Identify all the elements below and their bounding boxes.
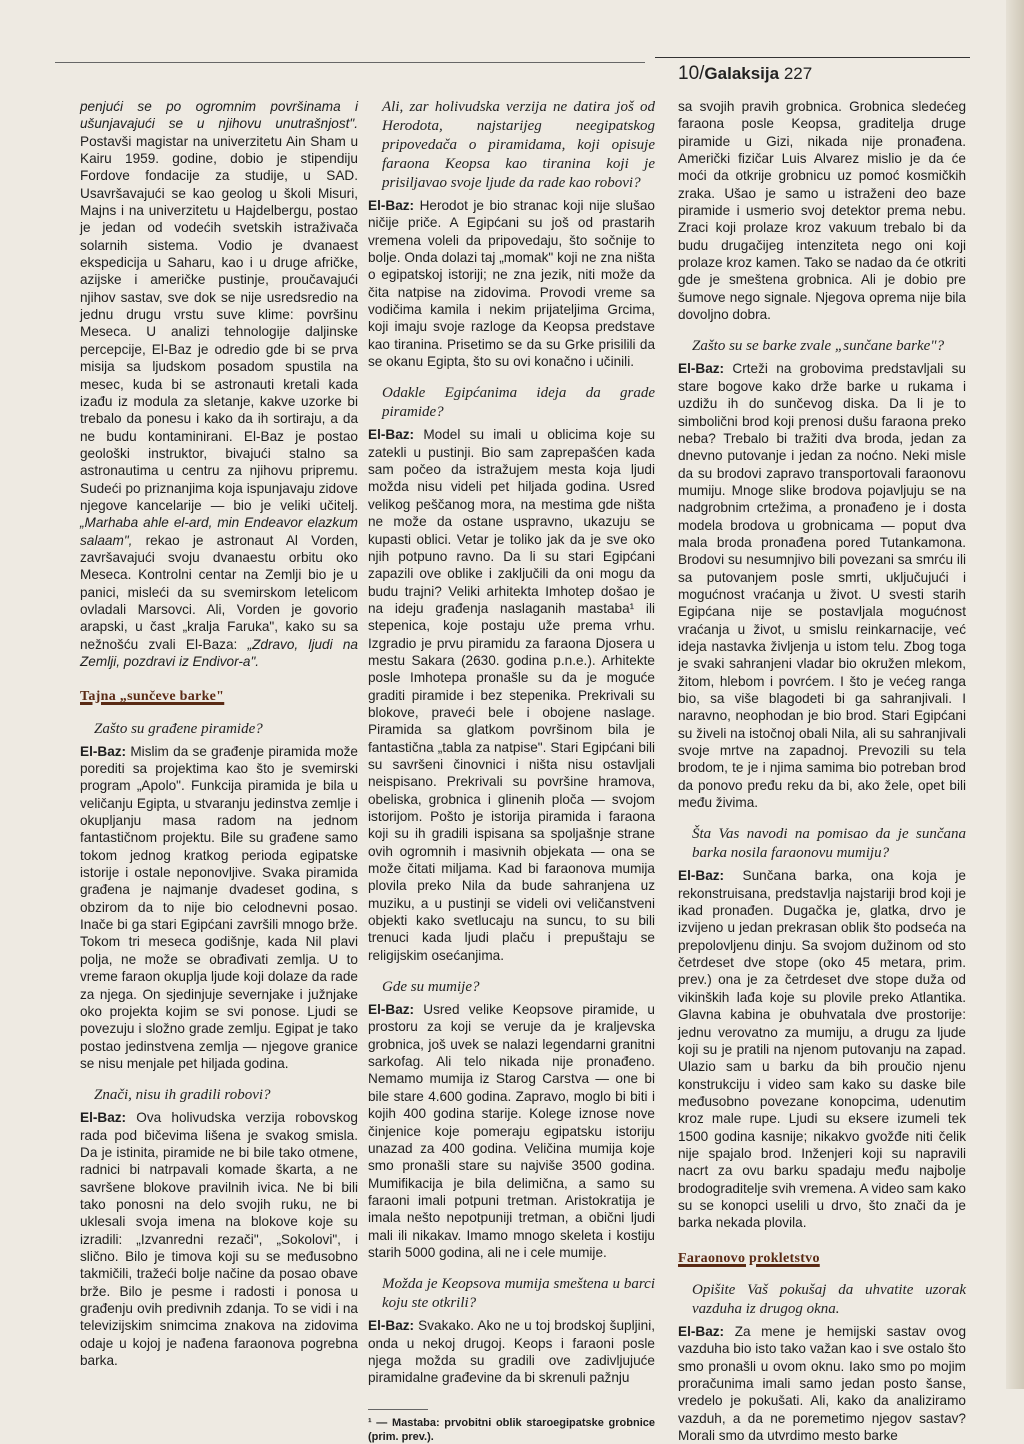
page-number: 227	[783, 64, 813, 83]
italic-quote: „Marhaba ahle el-ard, min Endeavor elazkum salaam",	[80, 515, 358, 548]
answer-text: Sunčana barka, ona koja je rekonstruisana, predstavlja najstariji brod koji je ikad pronađen. Dugačka je, glatka, drvo je izvijeno u jedan prekrasan oblik što podseća na prepolovljenu dinju. Sa svojom dužinom od sto četrdeset dve stope (oko 45 metara, prim. prev.) ona je za četrdeset dve stope duža od vikinških lađa koje su plovile preko Atlantika. Glavna kabina je obuhvatala dve prostorije: jednu verovatno za mumiju, a drugu za ljude koji su je pratili na njenom putovanju na zapad. Ulazio sam u barku da bih proučio njenu konstrukciju i video sam kako su daske bile međusobno povezane konopcima, udenutim kroz male rupe. Ljudi su eksere izumeli tek 1500 godina kasnije; nikakvo gvožđe niti čelik nije spajalo brod. Inženjeri koji su napravili nacrt za ovu barku spadaju među najbolje brodograditelje svih vremena. A video sam kako su se konopci uselili u drvo, što znači da je barka nekada plovila.	[678, 868, 966, 1231]
paragraph-text: rekao je astronaut Al Vorden, završavajući svoju dvanaestu orbitu oko Meseca. Kontrolni centar na Zemlji bio je u panici, misleći da su svemirskom letelicom ovladali Marsovci. Ali, Vorden je govorio arapski, u čast „kralja Faruka", kako su sa nežnošću zvali El-Baza:	[80, 532, 358, 652]
header-rule-left	[55, 62, 645, 63]
interview-question: Odakle Egipćanima ideja da grade piramide?	[382, 385, 655, 421]
interview-question: Znači, nisu ih gradili robovi?	[94, 1087, 271, 1104]
interview-question: Šta Vas navodi na pomisao da je sunčana barka nosila faraonovu mumiju?	[692, 826, 966, 862]
interview-answer	[368, 1317, 655, 1386]
answer-text: Model su imali u oblicima koje su zatekli u pustinji. Bio sam zaprepašćen kada sam počeo da istražujem mesta koja ljudi možda nisu videli pet hiljada godina. Usred velikog peščanog mora, na mestima gde ništa ne može da ostane uspravno, ukazuju se kupasti oblici. Vetar je toliko jak da je sve oko njih potpuno ravno. Da li su stari Egipćani zapazili ove oblike i zaključili da oni mogu da budu trajni? Veliki arhitekta Imhotep došao je na ideju građenja naslaganih mastaba¹ ili stepenica, koje postaju uže prema vrhu. Izgradio je prvu piramidu za faraona Djosera u mestu Sakara (2630. godina p.n.e.). Arhitekte posle Imhotepa pronašle su da je moguće graditi piramide i bez stepenika. Prekrivali su blokove, praveći bele i obojene naslage. Piramida sa glatkom površinom bila je fantastična „tabla za natpise". Stari Egipćani bili su savršeni činovnici i ništa nisu ostavljali neispisano. Prekrivali su površine hramova, obeliska, grobnica i glinenih ploča — svojom istorijom. Pošto je istorija piramida i faraona koji su ih gradili ispisana sa spoljašnje strane ovih ogromnih i masivnih objekata — ona se može čitati miljama. Kad bi faraonova mumija plovila preko Nila da bude sahranjena uz muziku, a u pustinji se videli ovi veličanstveni objekti kako svetlucaju na suncu, to su bili trenuci kada ljudi plaču i prepuštaju se religijskim osećanjima.	[368, 427, 656, 963]
answer-text: Crteži na grobovima predstavljali su stare bogove kako drže barke u rukama i uzdižu ih do sunčevog diska. Da li je to simbolični brod koji prenosi dušu faraona preko neba? Trebalo bi tražiti dva broda, jedan za dnevno putovanje i jedan za noćno. Neki misle da su brodovi zapravo transportovali faraonovu mumiju. Mnoge slike brodova pojavljuju se na nadgrobnim crtežima, a pronađeno je i dosta modela brodova u grobnicama — poput dva mala broda pronađena pored Tutankamona. Brodovi su nesumnjivo bili povezani sa smrću ili sa putovanjem posle smrti, uključujući i mogućnost vraćanja u život. U svesti starih Egipćana nije se postavljala mogućnost vraćanja u život, u smislu reinkarnacije, već ideja nastavka življenja u istom telu. Zbog toga je svaki sahranjeni vladar bio okružen mlekom, žitom, hlebom i povrćem. I što je većeg ranga bio, sa više blagodeti bi ga sahranjivali. I naravno, neophodan je bio brod. Stari Egipćani su živeli na istočnoj obali Nila, ali su sahranjivali svoje mrtve na zapadnoj. Prevozili su tela brodom, te je i njima samima bio potreban brod da ponovo pređu reku da bi, ako žele, opet bili među živima.	[678, 361, 966, 811]
interview-answer	[80, 743, 358, 1073]
speaker-label: El-Baz:	[368, 427, 415, 443]
page-folio	[678, 63, 812, 85]
speaker-label: El-Baz:	[678, 868, 725, 884]
paragraph: sa svojih pravih grobnica. Grobnica sledećeg faraona posle Keopsa, graditelja druge piramide u Gizi, nikada nije pronađena. Američki fizičar Luis Alvarez mislio je da će moći da otkrije grobnicu uz pomoć kosmičkih zraka. Ušao je samo u istraženi deo baze piramide i usmerio svoj detektor prema nebu. Zraci koji prolaze kroz vakuum trebalo bi da budu drugačijeg intenziteta nego oni koji prolaze kroz kamen. Tako se nadao da će otkriti gde je smeštena grobnica. Ali je dobio pre šumove nego signale. Njegova oprema nije bila dovoljno dobra.	[678, 99, 966, 323]
speaker-label: El-Baz:	[368, 1002, 415, 1018]
section-heading: Tajna „sunčeve barke"	[80, 689, 225, 705]
interview-answer	[678, 360, 966, 811]
page-edge-shadow	[1006, 0, 1024, 1389]
footnote: ¹ — Mastaba: prvobitni oblik staroegipatske grobnice (prim. prev.).	[368, 1416, 655, 1443]
answer-text: Herodot je bio stranac koji nije slušao ničije priče. A Egipćani su još od prastarih vremena voleli da pripovedaju, što sočnije to bolje. Onda dolazi taj „momak" koji ne zna ništa o egipatskoj istoriji; ne zna jezik, niti može da čita natpise na zidovima. Provodi vreme sa vodičima kamila i nekim prijateljima Grcima, koji imaju svoje razloge da Keopsa predstave kao tiranina. Prisetimo se da su Grke prisilili da se okanu Egipta, što su ovi konačno i učinili.	[368, 198, 655, 370]
speaker-label: El-Baz:	[678, 1323, 725, 1339]
section-heading: Faraonovo prokletstvo	[678, 1250, 820, 1266]
interview-question: Opišite Vaš pokušaj da uhvatite uzorak vazduha iz drugog okna.	[692, 1281, 966, 1317]
interview-answer	[678, 867, 966, 1231]
italic-quote: penjući se po ogromnim površinama i ušunjavajući se u njihovu unutrašnjost".	[80, 99, 358, 132]
paragraph	[80, 98, 358, 670]
magazine-name: Galaksija	[704, 64, 780, 83]
column-3	[678, 98, 966, 1444]
interview-question: Gde su mumije?	[382, 979, 480, 996]
answer-text: Mislim da se građenje piramida može porediti sa projektima kao što je svemirski program „Apolo". Funkcija piramida je bila u veličanju Egipta, u stvaranju jedinstva zemlje i okupljanju masa radom na jednom fantastičnom projektu. Bile su građene samo tokom jednog kratkog perioda egipatske istorije i ostale neponovljive. Svaka piramida građena je najmanje dvadeset godina, s obzirom da to nije bio celodnevni posao. Inače bi ga stari Egipćani završili mnogo brže. Tokom tri meseca godišnje, kada Nil plavi polja, ne može se obrađivati zemlja. U to vreme faraon okupljа ljude koji dolaze da rade za njega. On sjedinjuje severnjake i južnjake oko projekta kojim se svi ponose. Ljudi se povezuju i složno grade zemlju. Egipat je tako postao jedinstvena zemlja — njegove granice se nisu menjale pet hiljada godina.	[80, 743, 358, 1071]
answer-text: Ova holivudska verzija robovskog rada pod bičevima lišena je svakog smisla. Da je istinita, piramide ne bi bile tako otmene, radnici bi natrpavali komade škarta, a ne savršene blokove pravilnih ivica. Ne bi bili tako ponosni na delo svojih ruku, ne bi uklesali svoja imena na blokove koje su izradili: „Izvanredni rezači", „Sokolovi", i slično. Bilo je timova koji su se međusobno takmičili, tražeći bolje načine da posao obave brže. Bilo je pesme i radosti i ponosa u građenju ovih predivnih zdanja. To se vidi i na televizijskim snimcima znakova na zidovima odaje u kojoj je nađena faraonova pogrebna barka.	[80, 1110, 358, 1369]
speaker-label: El-Baz:	[368, 198, 415, 213]
italic-quote: „Zdravo, ljudi na Zemlji, pozdravi iz Endivor-a".	[80, 636, 358, 669]
interview-answer	[80, 1109, 358, 1369]
interview-answer	[678, 1323, 966, 1444]
answer-text: Za mene je hemijski sastav ovog vazduha bio isto tako važan kao i sve ostalo što smo pronašli u ovom oknu. Iako smo po mojim proračunima imali samo jedan posto šanse, vredelo je pokušati. Ali, kako da analiziramo vazduh, a da ne poremetimo njegov sastav? Morali smo da utvrdimo mesto barke	[678, 1323, 966, 1444]
interview-question: Možda je Keopsova mumija smeštena u barci koju ste otkrili?	[382, 1276, 655, 1312]
speaker-label: El-Baz:	[368, 1318, 415, 1334]
interview-answer	[368, 1001, 655, 1261]
interview-answer	[368, 426, 655, 964]
footnote-rule	[368, 1409, 428, 1410]
column-2	[368, 98, 655, 1444]
paragraph-text: Postavši magistar na univerzitetu Ain Sham u Kairu 1959. godine, dobio je stipendiju Fordove fondacije za studije, u SAD. Usavršavajući se kao geolog u školi Misuri, Majns i na univerzitetu u Hajdelbergu, postao je jedan od vodećih svetskih istraživača solarnih sistema. Vodio je dvanaest ekspedicija u Saharu, kao i u druge afričke, azijske i američke pustinje, proučavajući njihov sastav, sve dok se nije usredsredio na jednu drugu vrstu suve klime: površinu Meseca. U analizi tehnologije daljinske percepcije, El-Baz je odredio gde bi se prva misija sa ljudskom posadom spustila na mesec, kuda bi se astronauti kretali kada izađu iz modula za sletanje, kakve uzorke bi trebalo da ponesu i kako da ih sortiraju, a da ne budu kontaminirani. El-Baz je postao geološki instruktor, bivajući stalno sa astronautima u centru za njihovu pripremu. Sudeći po priznanjima koja ispunjavaju zidove njegove kancelarije — bio je veliki učitelj.	[80, 133, 358, 513]
speaker-label: El-Baz:	[80, 1110, 127, 1126]
speaker-label: El-Baz:	[678, 361, 725, 377]
column-1	[80, 98, 358, 1369]
answer-text: Svakako. Ako ne u toj brodskoj šupljini, onda u nekoj drugoj. Keops i faraoni posle njega možda su gradili ove zadivljujuće piramidalne građevine da bi skrenuli pažnju	[368, 1318, 655, 1386]
answer-text: Usred velike Keopsove piramide, u prostoru za koji se veruje da je kraljevska grobnica, još uvek se nalazi legendarni granitni sarkofag. Ali telo nikada nije pronađeno. Nemamo mumija iz Starog Carstva — one bi bile stare 4.600 godina. Zapravo, moglo bi biti i kojih 400 godina starije. Kolege iznose nove činjenice koje pomeraju egipatsku istoriju unazad za 400 godina. Veličina mumija koje smo pronašli stare su najviše 3500 godina. Mumifikacija je bila delimična, a samo su faraoni imali potpuni tretman. Aristokratija je imala nešto nepotpuniji tretman, a obični ljudi mali ili nikakav. Imamo mnogo skeleta i kostiju starih 5000 godina, ali ne i cele mumije.	[368, 1002, 655, 1260]
issue-number: 10/	[678, 63, 705, 84]
interview-question: Ali, zar holivudska verzija ne datira još od Herodota, najstarijeg neegipatskog pripovedača o piramidama, koji opisuje faraona Keopsa kao tiranina koji je prisiljavao svoje ljude da rade kao robovi?	[382, 99, 655, 191]
speaker-label: El-Baz:	[80, 743, 127, 759]
interview-question: Zašto su se barke zvale „sunčane barke"?	[692, 338, 945, 355]
header-rule-right	[655, 57, 970, 58]
interview-answer	[368, 197, 655, 370]
interview-question: Zašto su građene piramide?	[94, 720, 263, 737]
